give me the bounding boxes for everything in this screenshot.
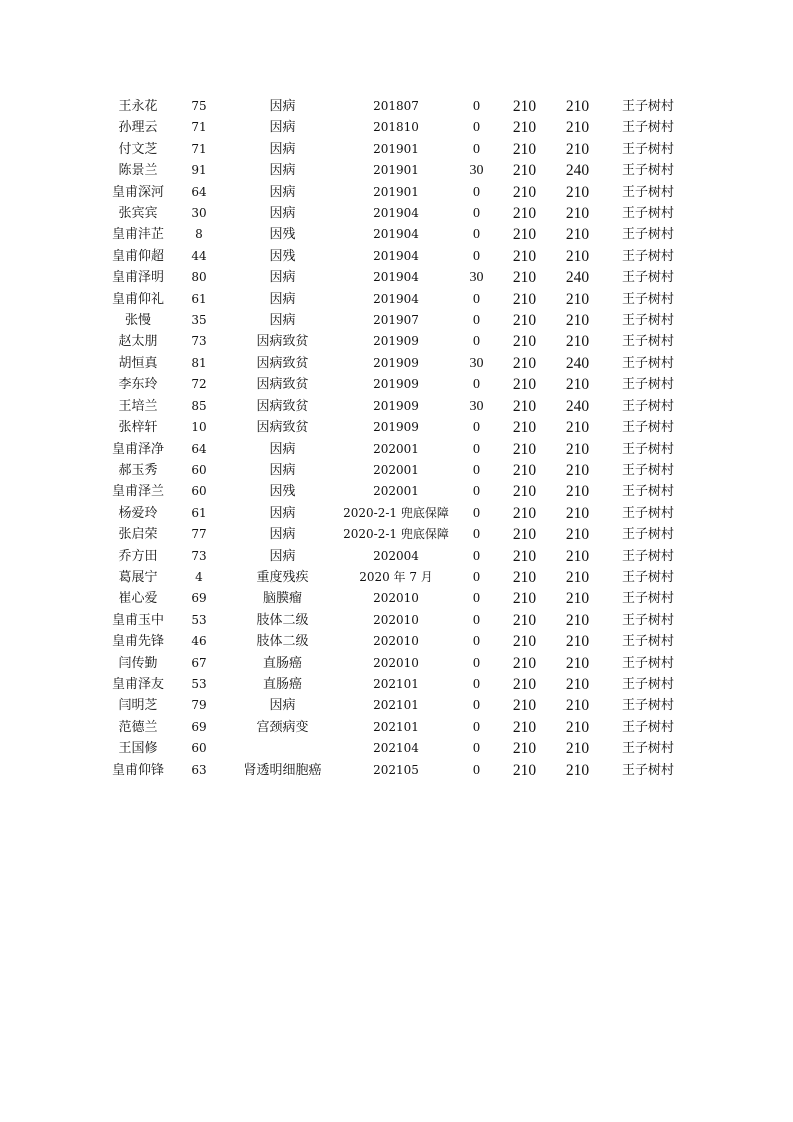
base-amount: 210: [512, 761, 537, 779]
recipient-age: 61: [191, 291, 207, 306]
start-date: 202101: [373, 719, 419, 734]
table-row: [108, 182, 694, 203]
recipient-age: 63: [191, 762, 207, 777]
table-row: [108, 674, 694, 695]
recipient-age: 60: [191, 741, 207, 756]
start-date: 201909: [373, 355, 419, 370]
total-amount: 210: [565, 205, 590, 223]
recipient-name: 胡恒真: [118, 355, 158, 371]
total-amount: 210: [565, 119, 590, 137]
recipient-name: 张启荣: [118, 527, 158, 543]
recipient-age: 64: [191, 441, 207, 456]
relief-reason: 因残: [269, 227, 296, 243]
extra-amount: 0: [473, 99, 480, 114]
recipient-age: 80: [191, 270, 207, 285]
total-amount: 240: [565, 397, 590, 415]
relief-reason: 直肠癌: [262, 676, 302, 692]
extra-amount: 30: [469, 398, 484, 414]
table-row: [108, 246, 694, 267]
table-row: [108, 610, 694, 631]
recipient-age: 75: [191, 99, 207, 113]
extra-amount: 0: [473, 141, 480, 157]
base-amount: 210: [512, 226, 537, 244]
total-amount: 210: [565, 226, 590, 244]
extra-amount: 0: [473, 762, 480, 778]
village-name: 王子树村: [621, 99, 674, 114]
recipient-name: 葛展宁: [118, 569, 158, 585]
total-amount: 210: [565, 697, 590, 715]
recipient-name: 张梓轩: [118, 420, 158, 436]
village-name: 王子树村: [621, 741, 674, 757]
base-amount: 210: [512, 397, 537, 415]
extra-amount: 0: [473, 591, 480, 607]
relief-reason: 宫颈病变: [256, 719, 309, 735]
start-date: 202010: [373, 612, 419, 627]
village-name: 王子树村: [621, 291, 674, 307]
start-date: 202001: [373, 484, 419, 499]
recipient-age: 85: [191, 398, 207, 413]
relief-reason: 因病: [269, 120, 296, 136]
village-name: 王子树村: [621, 184, 674, 200]
total-amount: 210: [565, 611, 590, 629]
recipient-age: 60: [191, 462, 207, 477]
recipient-age: 73: [191, 334, 207, 349]
recipient-age: 4: [195, 569, 203, 584]
total-amount: 210: [565, 419, 590, 437]
total-amount: 210: [565, 568, 590, 586]
total-amount: 210: [565, 333, 590, 351]
total-amount: 210: [565, 440, 590, 458]
base-amount: 210: [512, 504, 537, 522]
start-date: 202105: [373, 762, 419, 777]
recipient-name: 王培兰: [118, 398, 158, 414]
recipient-name: 郝玉秀: [118, 462, 158, 478]
recipient-name: 赵太朋: [118, 334, 158, 350]
table-row: [108, 96, 694, 117]
village-name: 王子树村: [621, 270, 674, 286]
total-amount: 210: [565, 376, 590, 394]
extra-amount: 0: [473, 377, 480, 393]
relief-reason: 因病: [269, 462, 296, 478]
total-amount: 210: [565, 526, 590, 544]
total-amount: 210: [565, 547, 590, 565]
start-date: 202001: [373, 441, 419, 456]
total-amount: 210: [565, 718, 590, 736]
start-date: 2020 年 7 月: [359, 569, 433, 584]
start-date: 201904: [373, 227, 419, 242]
relief-reason: 因病: [269, 184, 296, 200]
recipient-name: 皇甫泽兰: [112, 484, 165, 500]
recipient-age: 79: [191, 698, 207, 713]
relief-reason: 因病: [269, 163, 296, 179]
relief-reason: 因病致贫: [256, 398, 309, 414]
village-name: 王子树村: [621, 548, 674, 564]
start-date: 201909: [373, 334, 419, 349]
start-date: 202004: [373, 548, 419, 563]
base-amount: 210: [512, 547, 537, 565]
extra-amount: 0: [473, 291, 480, 307]
extra-amount: 0: [473, 120, 480, 136]
base-amount: 210: [512, 697, 537, 715]
start-date: 202010: [373, 591, 419, 606]
start-date: 201909: [373, 420, 419, 435]
total-amount: 210: [565, 183, 590, 201]
relief-reason: 因病: [269, 99, 296, 114]
recipient-age: 8: [195, 227, 203, 242]
recipient-name: 皇甫仰礼: [112, 291, 165, 307]
table-row: [108, 417, 694, 438]
extra-amount: 0: [473, 634, 480, 650]
base-amount: 210: [512, 290, 537, 308]
table-row: [108, 289, 694, 310]
total-amount: 210: [565, 247, 590, 265]
relief-reason: 因病: [269, 291, 296, 307]
relief-reason: 因病致贫: [256, 420, 309, 436]
recipient-age: 44: [191, 248, 207, 263]
extra-amount: 0: [473, 248, 480, 264]
village-name: 王子树村: [621, 719, 674, 735]
start-date: 201807: [373, 99, 419, 113]
relief-reason: 因病: [269, 270, 296, 286]
base-amount: 210: [512, 183, 537, 201]
recipient-name: 皇甫沣芷: [112, 227, 165, 243]
table-row: [108, 160, 694, 181]
total-amount: 210: [565, 504, 590, 522]
table-row: [108, 353, 694, 374]
start-date: 201909: [373, 377, 419, 392]
table-row: [108, 760, 694, 781]
base-amount: 210: [512, 205, 537, 223]
relief-reason: 因病: [269, 141, 296, 157]
table-row: [108, 481, 694, 502]
base-amount: 210: [512, 654, 537, 672]
table-row: [108, 717, 694, 738]
total-amount: 210: [565, 483, 590, 501]
recipient-age: 91: [191, 163, 207, 178]
relief-reason: 因病致贫: [256, 334, 309, 350]
recipient-name: 王永花: [118, 99, 158, 114]
base-amount: 210: [512, 675, 537, 693]
recipient-age: 64: [191, 184, 207, 199]
table-row: [108, 460, 694, 481]
base-amount: 210: [512, 461, 537, 479]
table-row: [108, 139, 694, 160]
village-name: 王子树村: [621, 206, 674, 222]
extra-amount: 0: [473, 420, 480, 436]
table-row: [108, 439, 694, 460]
total-amount: 240: [565, 162, 590, 180]
village-name: 王子树村: [621, 527, 674, 543]
recipient-age: 60: [191, 484, 207, 499]
relief-reason: 因病: [269, 548, 296, 564]
recipient-age: 61: [191, 505, 207, 520]
table-row: [108, 695, 694, 716]
recipient-name: 皇甫泽明: [112, 270, 165, 286]
relief-recipient-table: [108, 96, 694, 781]
start-date: 2020-2-1 兜底保障: [343, 505, 449, 520]
start-date: 202010: [373, 634, 419, 649]
table-row: [108, 224, 694, 245]
recipient-name: 范德兰: [118, 719, 158, 735]
extra-amount: 0: [473, 741, 480, 757]
recipient-name: 孙理云: [118, 120, 158, 136]
base-amount: 210: [512, 354, 537, 372]
recipient-name: 王国修: [118, 741, 158, 757]
recipient-name: 皇甫泽友: [112, 676, 165, 692]
recipient-name: 闫传勤: [118, 655, 158, 671]
recipient-age: 77: [191, 527, 207, 542]
village-name: 王子树村: [621, 698, 674, 714]
village-name: 王子树村: [621, 163, 674, 179]
table-row: [108, 546, 694, 567]
recipient-name: 乔方田: [118, 548, 158, 564]
recipient-age: 71: [191, 120, 207, 135]
relief-reason: 直肠癌: [262, 655, 302, 671]
relief-reason: [230, 738, 335, 759]
recipient-age: 81: [191, 355, 207, 370]
village-name: 王子树村: [621, 420, 674, 436]
base-amount: 210: [512, 376, 537, 394]
extra-amount: 0: [473, 719, 480, 735]
extra-amount: 30: [469, 355, 484, 371]
start-date: 201904: [373, 248, 419, 263]
recipient-name: 杨爱玲: [118, 505, 158, 521]
recipient-age: 72: [191, 377, 207, 392]
start-date: 201909: [373, 398, 419, 413]
village-name: 王子树村: [621, 248, 674, 264]
start-date: 202101: [373, 698, 419, 713]
relief-reason: 肢体二级: [256, 634, 309, 650]
extra-amount: 0: [473, 484, 480, 500]
village-name: 王子树村: [621, 655, 674, 671]
recipient-name: 闫明芝: [118, 698, 158, 714]
village-name: 王子树村: [621, 484, 674, 500]
recipient-age: 30: [191, 206, 207, 221]
relief-reason: 重度残疾: [256, 569, 309, 585]
recipient-age: 69: [191, 719, 207, 734]
start-date: 202104: [373, 741, 419, 756]
relief-reason: 因病: [269, 505, 296, 521]
base-amount: 210: [512, 718, 537, 736]
start-date: 201904: [373, 270, 419, 285]
total-amount: 210: [565, 761, 590, 779]
extra-amount: 0: [473, 655, 480, 671]
village-name: 王子树村: [621, 569, 674, 585]
table-row: [108, 653, 694, 674]
table-row: [108, 738, 694, 759]
base-amount: 210: [512, 140, 537, 158]
village-name: 王子树村: [621, 505, 674, 521]
base-amount: 210: [512, 162, 537, 180]
table-row: [108, 203, 694, 224]
base-amount: 210: [512, 119, 537, 137]
base-amount: 210: [512, 269, 537, 287]
relief-reason: 肢体二级: [256, 612, 309, 628]
village-name: 王子树村: [621, 676, 674, 692]
table-row: [108, 117, 694, 138]
start-date: 201810: [373, 120, 419, 135]
relief-reason: 因残: [269, 484, 296, 500]
total-amount: 210: [565, 461, 590, 479]
base-amount: 210: [512, 440, 537, 458]
relief-reason: 因病: [269, 206, 296, 222]
extra-amount: 0: [473, 441, 480, 457]
extra-amount: 0: [473, 313, 480, 329]
recipient-age: 69: [191, 591, 207, 606]
total-amount: 210: [565, 312, 590, 330]
recipient-age: 73: [191, 548, 207, 563]
relief-reason: 脑膜瘤: [262, 591, 302, 607]
recipient-name: 崔心爱: [118, 591, 158, 607]
extra-amount: 0: [473, 698, 480, 714]
start-date: 202010: [373, 655, 419, 670]
start-date: 202001: [373, 462, 419, 477]
recipient-age: 53: [191, 612, 207, 627]
extra-amount: 30: [469, 270, 484, 286]
village-name: 王子树村: [621, 141, 674, 157]
extra-amount: 0: [473, 505, 480, 521]
table-row: [108, 524, 694, 545]
relief-reason: 因病: [269, 527, 296, 543]
total-amount: 210: [565, 590, 590, 608]
village-name: 王子树村: [621, 591, 674, 607]
table-row: [108, 567, 694, 588]
base-amount: 210: [512, 526, 537, 544]
start-date: 2020-2-1 兜底保障: [343, 527, 449, 542]
base-amount: 210: [512, 483, 537, 501]
village-name: 王子树村: [621, 762, 674, 778]
total-amount: 210: [565, 675, 590, 693]
recipient-name: 皇甫仰超: [112, 248, 165, 264]
recipient-name: 陈景兰: [118, 163, 158, 179]
base-amount: 210: [512, 312, 537, 330]
relief-reason: 因病: [269, 313, 296, 329]
recipient-name: 皇甫仰锋: [112, 762, 165, 778]
extra-amount: 0: [473, 612, 480, 628]
village-name: 王子树村: [621, 313, 674, 329]
base-amount: 210: [512, 590, 537, 608]
total-amount: 210: [565, 290, 590, 308]
total-amount: 210: [565, 740, 590, 758]
village-name: 王子树村: [621, 227, 674, 243]
table-row: [108, 267, 694, 288]
recipient-name: 皇甫深河: [112, 184, 165, 200]
recipient-name: 张宾宾: [118, 206, 158, 222]
start-date: 201901: [373, 141, 419, 156]
table-row: [108, 631, 694, 652]
base-amount: 210: [512, 98, 537, 115]
village-name: 王子树村: [621, 120, 674, 136]
start-date: 201901: [373, 163, 419, 178]
extra-amount: 0: [473, 676, 480, 692]
extra-amount: 30: [469, 163, 484, 179]
table-row: [108, 396, 694, 417]
recipient-age: 53: [191, 676, 207, 691]
extra-amount: 0: [473, 462, 480, 478]
base-amount: 210: [512, 419, 537, 437]
total-amount: 210: [565, 98, 590, 115]
village-name: 王子树村: [621, 441, 674, 457]
base-amount: 210: [512, 633, 537, 651]
village-name: 王子树村: [621, 634, 674, 650]
recipient-age: 35: [191, 313, 207, 328]
village-name: 王子树村: [621, 462, 674, 478]
relief-reason: 因病: [269, 441, 296, 457]
recipient-name: 皇甫先锋: [112, 634, 165, 650]
start-date: 201904: [373, 291, 419, 306]
total-amount: 240: [565, 354, 590, 372]
table-row: [108, 310, 694, 331]
village-name: 王子树村: [621, 398, 674, 414]
relief-reason: 因病: [269, 698, 296, 714]
start-date: 201907: [373, 313, 419, 328]
extra-amount: 0: [473, 569, 480, 585]
recipient-name: 李东玲: [118, 377, 158, 393]
base-amount: 210: [512, 247, 537, 265]
base-amount: 210: [512, 740, 537, 758]
relief-reason: 因病致贫: [256, 355, 309, 371]
start-date: 201901: [373, 184, 419, 199]
base-amount: 210: [512, 611, 537, 629]
table-row: [108, 588, 694, 609]
base-amount: 210: [512, 333, 537, 351]
village-name: 王子树村: [621, 377, 674, 393]
start-date: 201904: [373, 206, 419, 221]
recipient-name: 付文芝: [118, 141, 158, 157]
extra-amount: 0: [473, 227, 480, 243]
extra-amount: 0: [473, 334, 480, 350]
extra-amount: 0: [473, 184, 480, 200]
extra-amount: 0: [473, 206, 480, 222]
total-amount: 210: [565, 140, 590, 158]
recipient-age: 10: [191, 420, 207, 435]
start-date: 202101: [373, 676, 419, 691]
village-name: 王子树村: [621, 334, 674, 350]
relief-reason: 因病致贫: [256, 377, 309, 393]
table-row: [108, 503, 694, 524]
table-row: [108, 374, 694, 395]
table-row: [108, 331, 694, 352]
total-amount: 240: [565, 269, 590, 287]
village-name: 王子树村: [621, 612, 674, 628]
total-amount: 210: [565, 633, 590, 651]
extra-amount: 0: [473, 527, 480, 543]
relief-reason: 因残: [269, 248, 296, 264]
total-amount: 210: [565, 654, 590, 672]
extra-amount: 0: [473, 548, 480, 564]
recipient-name: 皇甫泽净: [112, 441, 165, 457]
recipient-name: 皇甫玉中: [112, 612, 165, 628]
relief-reason: 肾透明细胞癌: [243, 762, 322, 778]
village-name: 王子树村: [621, 355, 674, 371]
recipient-age: 46: [191, 634, 207, 649]
recipient-name: 张慢: [124, 313, 151, 329]
recipient-age: 71: [191, 141, 207, 156]
base-amount: 210: [512, 568, 537, 586]
recipient-age: 67: [191, 655, 207, 670]
